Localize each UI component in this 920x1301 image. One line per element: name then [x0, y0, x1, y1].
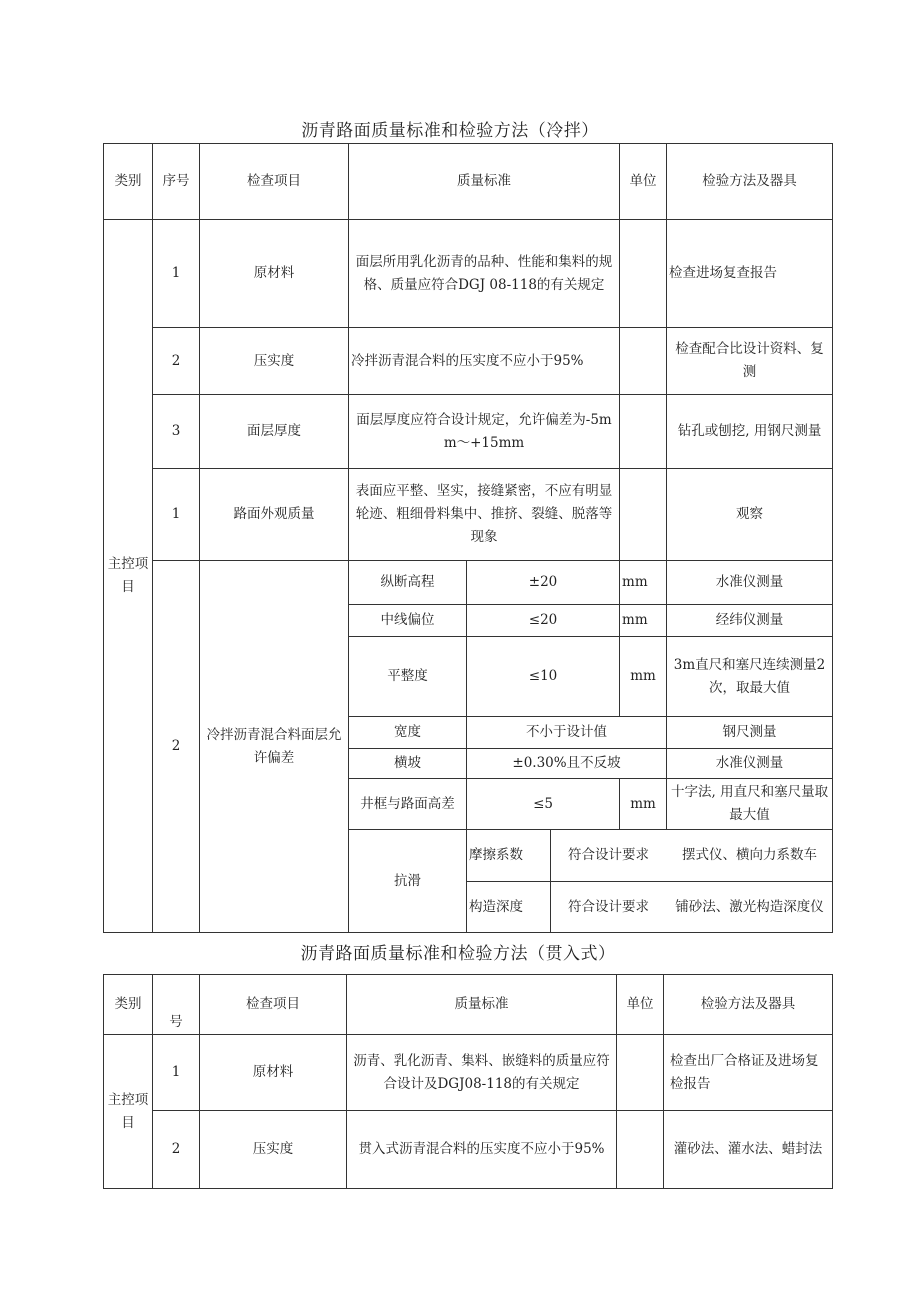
- unit-cell: [620, 469, 667, 561]
- table-row: [104, 469, 833, 561]
- sub-item-method: 水准仪测量: [667, 749, 833, 779]
- item-cell: 原材料: [200, 220, 349, 328]
- sub-item-value: ≤20: [467, 605, 620, 637]
- sub-item-name: 纵断高程: [349, 561, 467, 605]
- method-cell: 检查配合比设计资料、复测: [667, 328, 833, 395]
- sub-item-unit: mm: [620, 637, 667, 717]
- standard-cell: 面层厚度应符合设计规定，允许偏差为-5mm～+15mm: [349, 395, 620, 469]
- sub-item-value: ≤10: [467, 637, 620, 717]
- header-unit: 单位: [617, 975, 664, 1035]
- header-method: 检验方法及器具: [667, 144, 833, 220]
- item-cell: 压实度: [200, 328, 349, 395]
- unit-cell: [620, 328, 667, 395]
- skid-sub-value: 符合设计要求: [551, 830, 667, 882]
- header-unit: 单位: [620, 144, 667, 220]
- sub-item-name: 横坡: [349, 749, 467, 779]
- standard-cell: 表面应平整、坚实，接缝紧密，不应有明显轮迹、粗细骨料集中、推挤、裂缝、脱落等现象: [349, 469, 620, 561]
- header-seq: 号: [153, 975, 200, 1035]
- header-item: 检查项目: [200, 144, 349, 220]
- standard-cell: 冷拌沥青混合料的压实度不应小于95%: [349, 328, 620, 395]
- seq-cell: 2: [153, 328, 200, 395]
- standard-cell: 贯入式沥青混合料的压实度不应小于95%: [347, 1111, 617, 1189]
- skid-sub-method: 铺砂法、激光构造深度仪: [667, 882, 833, 933]
- sub-item-method: 钢尺测量: [667, 717, 833, 749]
- sub-item-method: 经纬仪测量: [667, 605, 833, 637]
- skid-sub-name: 构造深度: [467, 882, 551, 933]
- sub-item-name: 平整度: [349, 637, 467, 717]
- sub-item-method: 十字法, 用直尺和塞尺量取最大值: [667, 779, 833, 830]
- item-cell: 压实度: [200, 1111, 347, 1189]
- sub-item-value: ≤5: [467, 779, 620, 830]
- header-category: 类别: [104, 144, 153, 220]
- item-cell: 原材料: [200, 1035, 347, 1111]
- method-cell: 检查出厂合格证及进场复检报告: [664, 1035, 833, 1111]
- category-cell: 主控项目: [104, 220, 153, 933]
- unit-cell: [620, 220, 667, 328]
- header-standard: 质量标准: [349, 144, 620, 220]
- seq-cell: 3: [153, 395, 200, 469]
- sub-item-name: 宽度: [349, 717, 467, 749]
- standard-cell: 沥青、乳化沥青、集料、嵌缝料的质量应符合设计及DGJ08-118的有关规定: [347, 1035, 617, 1111]
- skid-sub-method: 摆式仪、横向力系数车: [667, 830, 833, 882]
- sub-item-method: 水准仪测量: [667, 561, 833, 605]
- header-standard: 质量标准: [347, 975, 617, 1035]
- header-category: 类别: [104, 975, 153, 1035]
- sub-item-name: 中线偏位: [349, 605, 467, 637]
- sub-item-unit: mm: [620, 605, 667, 637]
- method-cell: 检查进场复查报告: [667, 220, 833, 328]
- cold-mix-quality-table: [103, 143, 833, 933]
- table-row: [104, 328, 833, 395]
- skid-sub-name: 摩擦系数: [467, 830, 551, 882]
- sub-item-unit: mm: [620, 779, 667, 830]
- penetration-quality-table: [103, 974, 833, 1189]
- unit-cell: [620, 395, 667, 469]
- header-seq: 序号: [153, 144, 200, 220]
- table-row: [104, 1111, 833, 1189]
- sub-item-unit: mm: [620, 561, 667, 605]
- sub-item-method: 3m直尺和塞尺连续测量2次，取最大值: [667, 637, 833, 717]
- skid-sub-value: 符合设计要求: [551, 882, 667, 933]
- standard-cell: 面层所用乳化沥青的品种、性能和集料的规格、质量应符合DGJ 08-118的有关规定: [349, 220, 620, 328]
- seq-cell: 1: [153, 469, 200, 561]
- seq-cell: 1: [153, 220, 200, 328]
- unit-cell: [617, 1035, 664, 1111]
- sub-item-value: 不小于设计值: [467, 717, 667, 749]
- seq-cell: 1: [153, 1035, 200, 1111]
- method-cell: 观察: [667, 469, 833, 561]
- table-row: [104, 220, 833, 328]
- sub-item-value: ±0.30%且不反坡: [467, 749, 667, 779]
- header-item: 检查项目: [200, 975, 347, 1035]
- table-header-row: [104, 975, 833, 1035]
- method-cell: 灌砂法、灌水法、蜡封法: [664, 1111, 833, 1189]
- skid-resistance-cell: 抗滑: [349, 830, 467, 933]
- item-cell: 冷拌沥青混合料面层允许偏差: [200, 561, 349, 933]
- seq-cell: 2: [153, 561, 200, 933]
- table-row: [104, 561, 833, 605]
- unit-cell: [617, 1111, 664, 1189]
- document-title-penetration: 沥青路面质量标准和检验方法（贯入式）: [300, 944, 616, 964]
- document-title-cold-mix: 沥青路面质量标准和检验方法（冷拌）: [301, 121, 599, 141]
- method-cell: 钻孔或刨挖, 用钢尺测量: [667, 395, 833, 469]
- header-method: 检验方法及器具: [664, 975, 833, 1035]
- item-cell: 面层厚度: [200, 395, 349, 469]
- table-row: [104, 1035, 833, 1111]
- sub-item-value: ±20: [467, 561, 620, 605]
- item-cell: 路面外观质量: [200, 469, 349, 561]
- seq-cell: 2: [153, 1111, 200, 1189]
- category-cell: 主控项目: [104, 1035, 153, 1189]
- sub-item-name: 井框与路面高差: [349, 779, 467, 830]
- table-row: [104, 395, 833, 469]
- table-header-row: [104, 144, 833, 220]
